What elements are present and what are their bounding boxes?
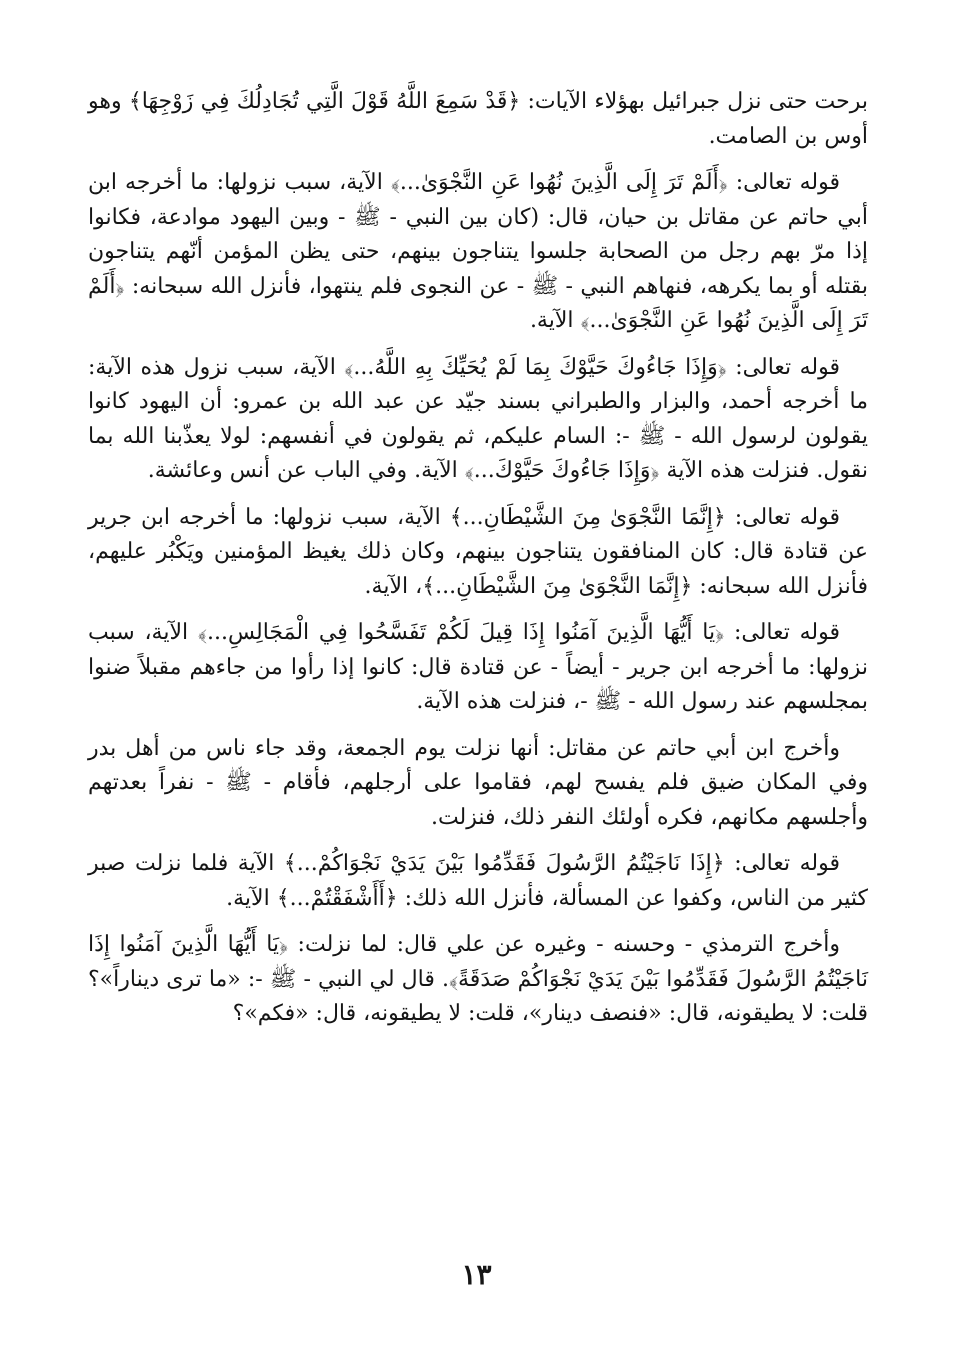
paragraph-6: وأخرج ابن أبي حاتم عن مقاتل: أنها نزلت يوم الجمعة، وقد جاء ناس من أهل بدر وفي المكان ضيق فلم يفسح لهم، فقاموا على أرجلهم، فأقام - ﷺ - نفراً بعدتهم وأجلسهم مكانهم، فكره أولئك النفر ذلك، فنزلت. <box>88 735 868 830</box>
paragraph-4: قوله تعالى: ﴿إِنَّمَا النَّجْوَىٰ مِنَ الشَّيْطَانِ...﴾ الآية، سبب نزولها: ما أخرجه ابن جرير عن قتادة قال: كان المنافقون يتناجون بينهم، وكان ذلك يغيظ المؤمنين ويَكْبُر عليهم، فأنزل الله سبحانه: ﴿إِنَّمَا النَّجْوَىٰ مِنَ الشَّيْطَانِ...﴾، الآية. <box>88 504 868 599</box>
paragraph-5: قوله تعالى: ﴿يَا أَيُّهَا الَّذِينَ آمَنُوا إِذَا قِيلَ لَكُمْ تَفَسَّحُوا فِي الْمَجَالِسِ...﴾ الآية، سبب نزولها: ما أخرجه ابن جرير - أيضاً - عن قتادة قال: كانوا إذا رأوا من جاءهم مقبلاً ضنوا بمجلسهم عند رسول الله - ﷺ -، فنزلت هذه الآية. <box>88 620 868 714</box>
paragraph-7: قوله تعالى: ﴿إِذَا نَاجَيْتُمُ الرَّسُولَ فَقَدِّمُوا بَيْنَ يَدَيْ نَجْوَاكُمْ...﴾ الآية فلما نزلت صبر كثير من الناس، وكفوا عن المسألة، فأنزل الله ذلك: ﴿أَأَشْفَقْتُمْ...﴾ الآية. <box>88 851 868 911</box>
paragraph-8: وأخرج الترمذي - وحسنه - وغيره عن علي قال: لما نزلت: ﴿يَا أَيُّهَا الَّذِينَ آمَنُوا إِذَا نَاجَيْتُمُ الرَّسُولَ فَقَدِّمُوا بَيْنَ يَدَيْ نَجْوَاكُمْ صَدَقَةً﴾. قال لي النبي - ﷺ -: «ما ترى ديناراً»؟ قلت: لا يطيقونه، قال: «فنصف دينار»، قلت: لا يطيقونه، قال: «فكم»؟ <box>88 932 869 1026</box>
page-body <box>88 85 868 1044</box>
page-number: ١٣ <box>461 1258 492 1291</box>
paragraph-3: قوله تعالى: ﴿وَإِذَا جَاءُوكَ حَيَّوْكَ بِمَا لَمْ يُحَيِّكَ بِهِ اللَّهُ...﴾ الآية، سبب نزول هذه الآية: ما أخرجه أحمد، والبزار والطبراني بسند جيّد عن عبد الله بن عمرو: أن اليهود كانوا يقولون لرسول الله - ﷺ -: السام عليكم، ثم يقولون في أنفسهم: لولا يعذّبنا الله بما نقول. فنزلت هذه الآية ﴿وَإِذَا جَاءُوكَ حَيَّوْكَ...﴾ الآية. وفي الباب عن أنس وعائشة. <box>88 354 868 483</box>
paragraph-1: برحت حتى نزل جبرائيل بهؤلاء الآيات: ﴿قَدْ سَمِعَ اللَّهُ قَوْلَ الَّتِي تُجَادِلُكَ فِي زَوْجِهَا﴾ وهو أوس بن الصامت. <box>88 89 868 149</box>
paragraph-2: قوله تعالى: ﴿أَلَمْ تَرَ إِلَى الَّذِينَ نُهُوا عَنِ النَّجْوَىٰ...﴾ الآية، سبب نزولها: ما أخرجه ابن أبي حاتم عن مقاتل بن حيان، قال: (كان بين النبي - ﷺ - وبين اليهود موادعة، فكانوا إذا مرّ بهم رجل من الصحابة جلسوا يتناجون بينهم، حتى يظن المؤمن أنّهم يتناجون بقتله أو بما يكرهه، فنهاهم النبي - ﷺ - عن النجوى فلم ينتهوا، فأنزل الله سبحانه: ﴿أَلَمْ تَرَ إِلَى الَّذِينَ نُهُوا عَنِ النَّجْوَىٰ...﴾ الآية. <box>88 170 868 333</box>
